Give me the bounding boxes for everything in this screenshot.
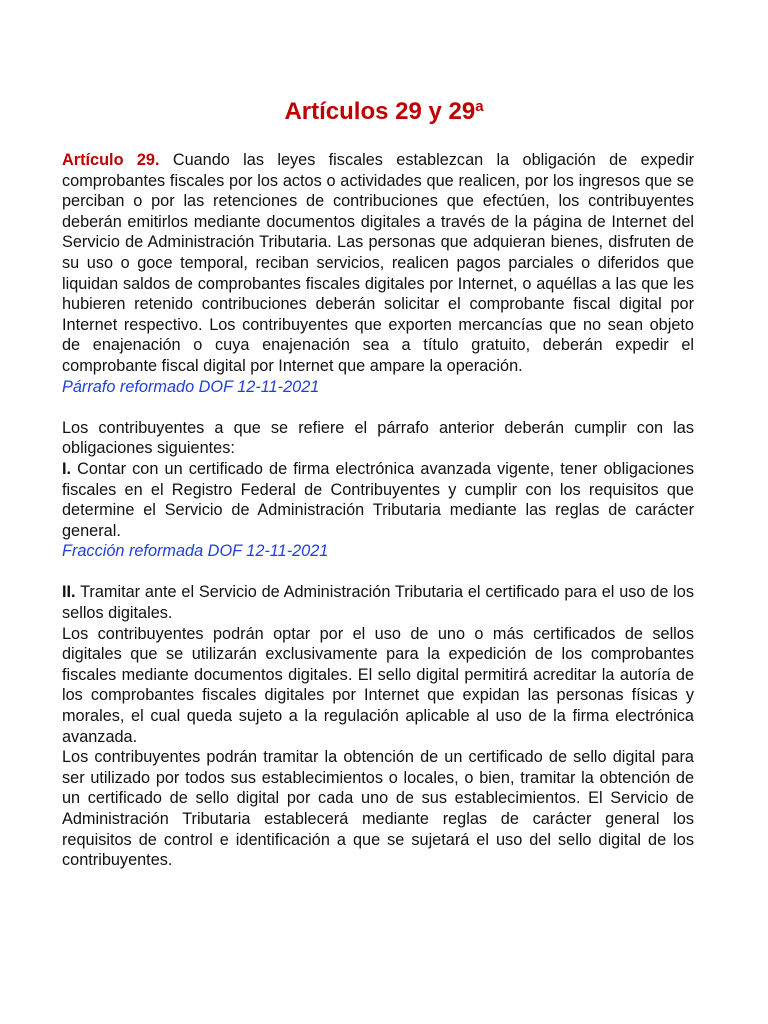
fraction-1-paragraph (62, 459, 694, 541)
article-29-paragraph (62, 150, 694, 377)
seal-certificate-paragraph: Los contribuyentes podrán tramitar la obtención de un certificado de sello digital para ser utilizado por todos sus establecimientos o locales, o bien, tramitar la obtención de un certificado de sello digital por cada uno de sus establecimientos. El Servicio de Administración Tributaria establecerá mediante reglas de carácter general los requisitos de control e identificación a que se sujetará el uso del sello digital de los contribuyentes. (62, 748, 694, 870)
fraction-1-label: I. (62, 459, 72, 478)
page-title (0, 92, 768, 127)
obligations-intro: Los contribuyentes a que se refiere el párrafo anterior deberán cumplir con las obligaciones siguientes: (62, 418, 694, 458)
fraction-2-paragraph (62, 582, 694, 623)
paragraph-gap (62, 397, 694, 418)
article-29-label: Artículo 29. (62, 151, 160, 169)
fraction-2-label: II. (62, 583, 76, 602)
paragraph-gap (62, 562, 694, 583)
fraction-2-text: Tramitar ante el Servicio de Administración Tributaria el certificado para el uso de los sellos digitales. (62, 583, 694, 623)
fraction-1-text: Contar con un certificado de firma electrónica avanzada vigente, tener obligaciones fiscales en el Registro Federal de Contribuyentes y cumplir con los requisitos que determine el Servicio de Administración Tributaria mediante las reglas de carácter general. (62, 459, 694, 540)
digital-seals-paragraph: Los contribuyentes podrán optar por el uso de uno o más certificados de sellos digitales que se utilizarán exclusivamente para la expedición de los comprobantes fiscales mediante documentos digitales. El sello digital permitirá acreditar la autoría de los comprobantes fiscales digitales por Internet que expidan las personas físicas y morales, el cual queda sujeto a la regulación aplicable al uso de la firma electrónica avanzada. (62, 624, 694, 746)
page-title-text: Artículos 29 y 29 (284, 98, 476, 125)
document-body (62, 150, 694, 871)
reform-note-fraction: Fracción reformada DOF 12-11-2021 (62, 542, 329, 561)
article-29-text: Cuando las leyes fiscales establezcan la obligación de expedir comprobantes fiscales por los actos o actividades que realicen, por los ingresos que se perciban o por las retenciones de contribuciones que efectúen, los contribuyentes deberán emitirlos mediante documentos digitales a través de la página de Internet del Servicio de Administración Tributaria. Las personas que adquieran bienes, disfruten de su uso o goce temporal, reciban servicios, realicen pagos parciales o diferidos que liquidan saldos de comprobantes fiscales digitales por Internet, o aquéllas a las que les hubieren retenido contribuciones deberán solicitar el comprobante fiscal digital por Internet respectivo. Los contribuyentes que exporten mercancías que no sean objeto de enajenación o cuya enajenación sea a título gratuito, deberán expedir el comprobante fiscal digital por Internet que ampare la operación. (62, 151, 695, 375)
page-title-superscript: a (475, 98, 484, 115)
reform-note-paragraph: Párrafo reformado DOF 12-11-2021 (62, 377, 320, 396)
